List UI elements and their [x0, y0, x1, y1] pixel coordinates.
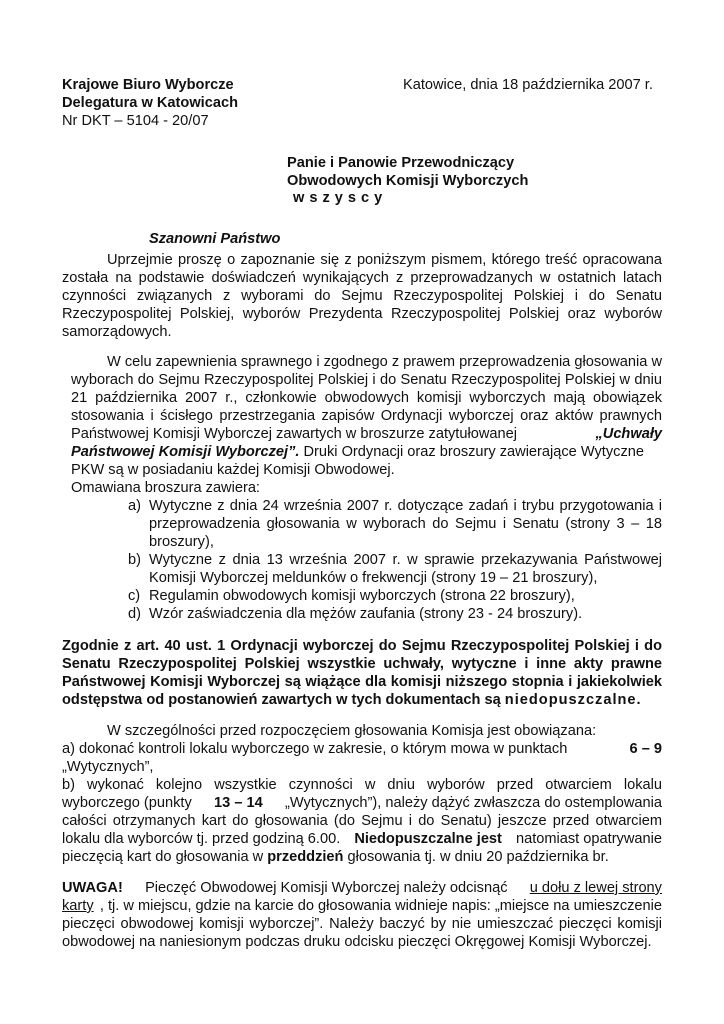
duty-text: a) dokonać kontroli lokalu wyborczego w zakresie, o którym mowa w punktach [62, 741, 568, 757]
org-name: Krajowe Biuro Wyborcze [62, 77, 234, 93]
duty-b-line [62, 794, 662, 812]
brochure-title-start: „Uchwały [595, 426, 662, 442]
intro-line: czynności związanych z wyborami do Sejmu Rzeczypospolitej Polskiej i do Senatu [62, 288, 662, 304]
list-item: Komisji Wyborczej meldunków o frekwencji (strony 19 – 21 broszury), [149, 570, 598, 586]
addressee-line2: Obwodowych Komisji Wyborczych [287, 173, 529, 189]
list-item: Regulamin obwodowych komisji wyborczych (strona 22 broszury), [149, 588, 575, 604]
purpose-line: stosowania i ścisłego przestrzegania zapisów Ordynacji wyborczej oraz aktów prawnych [71, 408, 662, 424]
warning-text: Pieczęć Obwodowej Komisji Wyborczej należy odcisnąć [145, 880, 508, 896]
purpose-text: Państwowej Komisji Wyborczej zawartych w broszurze zatytułowanej [71, 426, 517, 442]
notice-emphasis: niedopuszczalne. [504, 692, 642, 708]
duty-b-line [62, 830, 662, 848]
warning-label: UWAGA! [62, 880, 123, 896]
warning-line: pieczęci obwodowej komisji wyborczej”. Należy baczyć by nie umieszczać pieczęci komisji [62, 916, 662, 932]
warning-underlined: u dołu z lewej strony [529, 880, 662, 896]
salutation: Szanowni Państwo [149, 231, 281, 247]
duty-emphasis: przeddzień [267, 849, 344, 865]
duty-b-line [62, 848, 609, 866]
org-branch: Delegatura w Katowicach [62, 95, 238, 111]
list-item: broszury), [149, 534, 214, 550]
intro-line: została na podstawie doświadczeń wynikających z przeprowadzanych w ostatnich latach [62, 270, 662, 286]
notice-line: Państwowej Komisji Wyborczej są wiążące dla komisji niższego stopnia i jakiekolwiek [62, 674, 662, 690]
notice-line: Zgodnie z art. 40 ust. 1 Ordynacji wyborczej do Sejmu Rzeczypospolitej Polskiej i do [62, 638, 662, 654]
duty-points: 13 – 14 [214, 795, 263, 811]
purpose-line [71, 443, 644, 461]
place-date: Katowice, dnia 18 października 2007 r. [403, 77, 653, 93]
warning-line [62, 879, 662, 897]
intro-line: Rzeczypospolitej Polskiej, wyborów Prezydenta Rzeczypospolitej Polskiej oraz wyborów [62, 306, 662, 322]
notice-text: odstępstwa od postanowień zawartych w tych dokumentach są [62, 692, 501, 708]
addressee-line3: wszyscy [293, 190, 388, 206]
list-item: Wytyczne z dnia 13 września 2007 r. w sprawie przekazywania Państwowej [149, 552, 662, 568]
duty-a-line [62, 740, 662, 758]
list-item: przeprowadzenia głosowania w wyborach do Sejmu i Senatu (strony 3 – 18 [149, 516, 662, 532]
duties-intro: W szczególności przed rozpoczęciem głosowania Komisja jest obowiązana: [107, 723, 597, 739]
purpose-line: PKW są w posiadaniu każdej Komisji Obwodowej. [71, 462, 395, 478]
duty-a-line: „Wytycznych”, [62, 759, 154, 775]
duty-points: 6 – 9 [629, 741, 662, 757]
duty-text: wyborczego (punkty [62, 795, 192, 811]
list-marker: d) [128, 606, 141, 622]
warning-line [62, 897, 662, 915]
purpose-line: wyborach do Sejmu Rzeczypospolitej Polskiej i do Senatu Rzeczypospolitej Polskiej w dniu [71, 372, 662, 388]
warning-line: obwodowej na naniesionym podczas druku odcisku pieczęci Okręgowej Komisji Wyborczej. [62, 934, 652, 950]
duty-text: lokalu dla wyborców tj. przed godziną 6.00. [62, 831, 341, 847]
notice-line [62, 691, 642, 709]
warning-text: , tj. w miejscu, gdzie na karcie do głosowania widnieje napis: „miejsce na umieszczenie [99, 898, 662, 914]
duty-b-line: b) wykonać kolejno wszystkie czynności w dniu wyborów przed otwarciem lokalu [62, 777, 662, 793]
purpose-line: Omawiana broszura zawiera: [71, 480, 260, 496]
list-marker: b) [128, 552, 141, 568]
duty-text: głosowania tj. w dniu 20 października br. [347, 849, 609, 865]
duty-text: natomiast opatrywanie [515, 831, 662, 847]
reference-number: Nr DKT – 5104 - 20/07 [62, 113, 209, 129]
list-item: Wytyczne z dnia 24 września 2007 r. dotyczące zadań i trybu przygotowania i [149, 498, 662, 514]
duty-text: „Wytycznych”), należy dążyć zwłaszcza do ostemplowania [284, 795, 662, 811]
warning-underlined: karty [62, 898, 94, 914]
duty-text: pieczęcią kart do głosowania w [62, 849, 264, 865]
list-marker: c) [128, 588, 141, 604]
purpose-line: W celu zapewnienia sprawnego i zgodnego z prawem przeprowadzenia głosowania w [107, 354, 662, 370]
purpose-line [71, 425, 662, 443]
list-item: Wzór zaświadczenia dla mężów zaufania (strony 23 - 24 broszury). [149, 606, 583, 622]
purpose-line: 21 października 2007 r., członkowie obwodowych komisji wyborczych mają obowiązek [71, 390, 662, 406]
intro-line: samorządowych. [62, 324, 172, 340]
intro-line: Uprzejmie proszę o zapoznanie się z poniższym pismem, którego treść opracowana [107, 252, 662, 268]
duty-emphasis: Niedopuszczalne jest [354, 831, 502, 847]
notice-line: Senatu Rzeczypospolitej Polskiej wszystkie uchwały, wytyczne i inne akty prawne [62, 656, 662, 672]
purpose-text: Druki Ordynacji oraz broszury zawierające Wytyczne [299, 444, 644, 460]
list-marker: a) [128, 498, 141, 514]
brochure-title-end: Państwowej Komisji Wyborczej”. [71, 444, 300, 460]
addressee-line1: Panie i Panowie Przewodniczący [287, 155, 515, 171]
duty-b-line: całości otrzymanych kart do głosowania (do Sejmu i do Senatu) jeszcze przed otwarciem [62, 813, 662, 829]
